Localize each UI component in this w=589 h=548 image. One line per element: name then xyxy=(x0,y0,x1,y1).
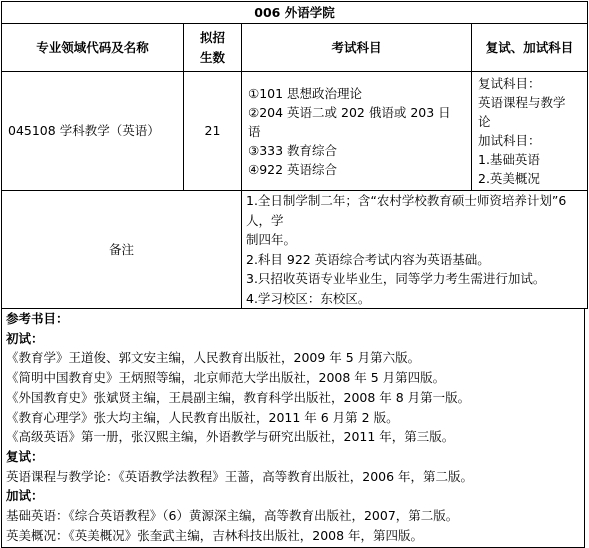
reference-item: 《简明中国教育史》王炳照等编，北京师范大学出版社，2008 年 5 月第四版。 xyxy=(6,370,446,386)
initial-heading: 初试： xyxy=(6,330,44,346)
notes-row xyxy=(2,191,588,309)
retest-line: 复试科目： xyxy=(478,76,541,91)
note-line: 3.只招收英语专业毕业生，同等学力考生需进行加试。 xyxy=(246,271,546,286)
reference-item: 《教育学》王道俊、郭文安主编，人民教育出版社，2009 年 5 月第六版。 xyxy=(6,350,421,366)
note-line: 1.全日制学制二年；含“农村学校教育硕士师资培养计划”6 人，学 xyxy=(246,193,567,228)
retest-line: 英语课程与教学 xyxy=(478,95,566,110)
header-quota xyxy=(184,24,242,72)
major-name: 045108 学科教学（英语） xyxy=(2,72,184,191)
retest-line: 加试科目： xyxy=(478,133,541,148)
program-row xyxy=(2,72,588,191)
reference-item: 《外国教育史》张斌贤主编，王晨副主编，教育科学出版社，2008 年 8 月第一版。 xyxy=(6,389,471,405)
admission-sheet xyxy=(1,1,587,548)
exam-subjects xyxy=(242,72,472,191)
reference-item: 英美概况：《英美概况》张奎武主编，吉林科技出版社，2008 年，第四版。 xyxy=(6,527,424,543)
retest-line: 2.英美概况 xyxy=(478,171,540,186)
notes-content xyxy=(242,191,588,309)
program-table xyxy=(1,1,588,309)
notes-label: 备注 xyxy=(2,191,242,309)
exam-line: ①101 思想政治理论 xyxy=(248,85,363,101)
reference-item: 基础英语：《综合英语教程》（6）黄源深主编，高等教育出版社，2007，第二版。 xyxy=(6,508,459,524)
header-quota-line1: 拟招 xyxy=(199,29,225,45)
retest-line: 1.基础英语 xyxy=(478,152,540,167)
retest-line: 论 xyxy=(478,114,491,129)
header-retest: 复试、加试科目 xyxy=(472,24,588,72)
retest-heading: 复试： xyxy=(6,448,44,464)
header-row xyxy=(2,24,588,72)
references-section xyxy=(1,309,585,548)
retest-subjects xyxy=(472,72,588,191)
college-title: 006 外语学院 xyxy=(2,2,588,24)
note-line: 制四年。 xyxy=(246,232,297,247)
note-line: 2.科目 922 英语综合考试内容为英语基础。 xyxy=(246,251,490,267)
reference-item: 英语课程与教学论：《英语教学法教程》王蔷，高等教育出版社，2006 年，第二版。 xyxy=(6,468,474,484)
header-exam: 考试科目 xyxy=(242,24,472,72)
reference-item: 《教育心理学》张大均主编，人民教育出版社，2011 年 6 月第 2 版。 xyxy=(6,409,399,425)
extra-heading: 加试： xyxy=(6,488,44,504)
exam-line: ④922 英语综合 xyxy=(248,161,338,177)
exam-line: 语 xyxy=(248,123,261,139)
exam-line: ②204 英语二或 202 俄语或 203 日 xyxy=(248,104,451,120)
quota-value: 21 xyxy=(184,72,242,191)
note-line: 4.学习校区：东校区。 xyxy=(246,290,371,306)
title-row xyxy=(2,2,588,24)
reference-item: 《高级英语》第一册，张汉熙主编，外语教学与研究出版社，2011 年，第三版。 xyxy=(6,429,455,445)
header-quota-line2: 生数 xyxy=(199,49,225,65)
exam-line: ③333 教育综合 xyxy=(248,142,338,158)
header-major: 专业领域代码及名称 xyxy=(2,24,184,72)
references-heading: 参考书目： xyxy=(6,311,69,326)
